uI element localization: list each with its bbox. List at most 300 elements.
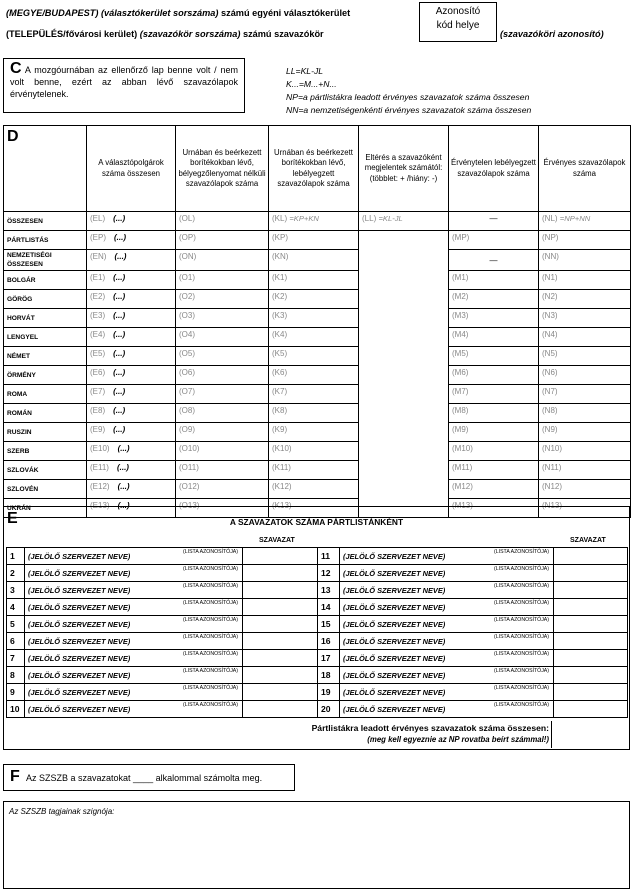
org-name: (JELÖLŐ SZERVEZET NEVE)	[28, 619, 131, 629]
votes-field[interactable]	[243, 548, 318, 565]
org-name-cell[interactable]	[340, 548, 554, 565]
cell-n[interactable]	[539, 271, 631, 290]
cell-blank	[359, 461, 449, 480]
list-id: (LISTA AZONOSÍTÓJA)	[183, 651, 238, 657]
code-e: (E8)	[90, 406, 106, 415]
cell-o[interactable]	[176, 309, 269, 328]
code-k: (K5)	[272, 349, 288, 358]
formula-nn: NN=a nemzetiségenkénti érvényes szavazatok száma összesen	[286, 105, 532, 115]
cell-m[interactable]	[449, 385, 539, 404]
cell-n[interactable]	[539, 250, 631, 271]
org-name: (JELÖLŐ SZERVEZET NEVE)	[28, 636, 131, 646]
code-e: (E7)	[90, 387, 106, 396]
cell-o[interactable]	[176, 461, 269, 480]
row-number: 5	[7, 616, 25, 633]
org-name: (JELÖLŐ SZERVEZET NEVE)	[28, 687, 131, 697]
code-o: (O8)	[179, 406, 195, 415]
code-o: (O6)	[179, 368, 195, 377]
dots: (...)	[113, 311, 126, 320]
cell-e[interactable]	[87, 290, 176, 309]
code-n: (N7)	[542, 387, 558, 396]
section-f-letter: F	[10, 768, 20, 785]
formula-k: K...=M...+N...	[286, 79, 337, 89]
code-k: (K3)	[272, 311, 288, 320]
code-o: (OP)	[179, 233, 196, 242]
row-label: PÁRTLISTÁS	[4, 231, 87, 250]
cell-m-dash: —	[449, 212, 539, 231]
cell-o[interactable]	[176, 442, 269, 461]
row-number: 18	[318, 667, 340, 684]
total-label-text: Pártlistákra leadott érvényes szavazatok száma összesen:	[311, 723, 549, 733]
cell-n[interactable]	[539, 328, 631, 347]
row-label	[4, 250, 87, 271]
org-name: (JELÖLŐ SZERVEZET NEVE)	[343, 636, 446, 646]
code-o: (O13)	[179, 501, 200, 510]
org-name-cell[interactable]	[340, 599, 554, 616]
row-label: NÉMET	[4, 347, 87, 366]
cell-o[interactable]	[176, 328, 269, 347]
code-e: (E11)	[90, 463, 109, 472]
code-n: (NP)	[542, 233, 559, 242]
votes-field[interactable]	[554, 548, 628, 565]
code-o: (O4)	[179, 330, 195, 339]
row-label: RUSZIN	[4, 423, 87, 442]
id-box-line-1: Azonosító	[435, 6, 481, 17]
org-name-cell[interactable]	[340, 582, 554, 599]
cell-blank	[359, 347, 449, 366]
header-line-1	[6, 8, 350, 18]
org-name: (JELÖLŐ SZERVEZET NEVE)	[343, 602, 446, 612]
dots: (...)	[113, 387, 126, 396]
cell-k[interactable]	[269, 480, 359, 499]
code-n: (N9)	[542, 425, 558, 434]
list-id: (LISTA AZONOSÍTÓJA)	[494, 702, 549, 708]
code-k: (K9)	[272, 425, 288, 434]
list-id: (LISTA AZONOSÍTÓJA)	[494, 600, 549, 606]
cell-blank	[359, 480, 449, 499]
cell-k[interactable]	[269, 231, 359, 250]
signature-label: Az SZSZB tagjainak szignója:	[9, 807, 115, 816]
cell-m[interactable]	[449, 442, 539, 461]
cell-k[interactable]	[269, 404, 359, 423]
cell-blank	[359, 328, 449, 347]
dash-mark: —	[489, 255, 498, 265]
table-row-nationality	[4, 347, 631, 366]
party-list-row	[7, 650, 628, 667]
row-number: 2	[7, 565, 25, 582]
row-number: 7	[7, 650, 25, 667]
table-row-nationality	[4, 309, 631, 328]
cell-k[interactable]	[269, 212, 359, 231]
cell-e[interactable]	[87, 309, 176, 328]
cell-k[interactable]	[269, 271, 359, 290]
cell-k[interactable]	[269, 347, 359, 366]
table-row-nationality	[4, 423, 631, 442]
cell-n[interactable]	[539, 212, 631, 231]
cell-k[interactable]	[269, 290, 359, 309]
section-e-letter: E	[7, 510, 18, 527]
code-m: (M3)	[452, 311, 469, 320]
cell-n[interactable]	[539, 309, 631, 328]
cell-e[interactable]	[87, 347, 176, 366]
org-name-cell[interactable]	[340, 684, 554, 701]
cell-blank	[359, 271, 449, 290]
table-row-osszesen	[4, 212, 631, 231]
section-d-header-row	[4, 126, 631, 212]
dots: (...)	[117, 482, 130, 491]
settlement-placeholder: (TELEPÜLÉS/fővárosi kerület)	[6, 29, 138, 39]
cell-e[interactable]	[87, 423, 176, 442]
code-l: (LL)	[362, 214, 377, 223]
header-invalid-ballots: Érvénytelen lebélyegzett szavazólapok száma	[449, 126, 539, 212]
total-votes-label	[312, 723, 549, 745]
code-m: (M1)	[452, 273, 469, 282]
cell-e[interactable]	[87, 366, 176, 385]
votes-field[interactable]	[554, 599, 628, 616]
formula-n-cell: =NP+NN	[559, 214, 591, 223]
votes-field[interactable]	[243, 667, 318, 684]
row-label: UKRÁN	[4, 499, 87, 518]
row-label: ÖSSZESEN	[4, 212, 87, 231]
dots: (...)	[113, 273, 126, 282]
cell-o[interactable]	[176, 231, 269, 250]
cell-o[interactable]	[176, 480, 269, 499]
cell-m[interactable]	[449, 366, 539, 385]
cell-m-dash	[449, 250, 539, 271]
code-e: (E5)	[90, 349, 106, 358]
row-label: ÖRMÉNY	[4, 366, 87, 385]
org-name-cell[interactable]	[340, 650, 554, 667]
org-name: (JELÖLŐ SZERVEZET NEVE)	[28, 602, 131, 612]
code-n: (N5)	[542, 349, 558, 358]
code-e: (E9)	[90, 425, 106, 434]
row-number: 9	[7, 684, 25, 701]
code-m: (M5)	[452, 349, 469, 358]
dots: (...)	[113, 292, 126, 301]
cell-o[interactable]	[176, 250, 269, 271]
cell-o[interactable]	[176, 404, 269, 423]
row-label: HORVÁT	[4, 309, 87, 328]
votes-field[interactable]	[554, 684, 628, 701]
code-k: (K6)	[272, 368, 288, 377]
org-name: (JELÖLŐ SZERVEZET NEVE)	[343, 670, 446, 680]
cell-m[interactable]	[449, 271, 539, 290]
org-name: (JELÖLŐ SZERVEZET NEVE)	[343, 653, 446, 663]
cell-e[interactable]	[87, 385, 176, 404]
party-list-row	[7, 684, 628, 701]
cell-blank	[359, 231, 449, 250]
votes-field[interactable]	[554, 650, 628, 667]
code-k: (KN)	[272, 252, 289, 261]
code-k: (K2)	[272, 292, 288, 301]
code-k: (K8)	[272, 406, 288, 415]
votes-field[interactable]	[243, 650, 318, 667]
org-name: (JELÖLŐ SZERVEZET NEVE)	[343, 551, 446, 561]
org-name: (JELÖLŐ SZERVEZET NEVE)	[28, 551, 131, 561]
code-k: (KL)	[272, 214, 288, 223]
org-name-cell[interactable]	[25, 565, 243, 582]
code-k: (K4)	[272, 330, 288, 339]
code-m: (M2)	[452, 292, 469, 301]
list-id: (LISTA AZONOSÍTÓJA)	[183, 668, 238, 674]
cell-n[interactable]	[539, 423, 631, 442]
cell-n[interactable]	[539, 404, 631, 423]
votes-field[interactable]	[243, 684, 318, 701]
org-name-cell[interactable]	[25, 599, 243, 616]
row-label-line-1: NEMZETISÉGI	[7, 252, 52, 259]
row-label: ROMÁN	[4, 404, 87, 423]
cell-o[interactable]	[176, 271, 269, 290]
cell-o[interactable]	[176, 385, 269, 404]
org-name-cell[interactable]	[340, 701, 554, 718]
cell-k[interactable]	[269, 250, 359, 271]
code-k: (K11)	[272, 463, 291, 472]
cell-n[interactable]	[539, 442, 631, 461]
cell-o[interactable]	[176, 290, 269, 309]
section-e-title: A SZAVAZATOK SZÁMA PÁRTLISTÁNKÉNT	[229, 517, 404, 527]
org-name-cell[interactable]	[340, 633, 554, 650]
party-list-row	[7, 565, 628, 582]
cell-e[interactable]	[87, 212, 176, 231]
cell-m[interactable]	[449, 328, 539, 347]
org-name-cell[interactable]	[25, 684, 243, 701]
code-n: (N10)	[542, 444, 563, 453]
org-name-cell[interactable]	[340, 667, 554, 684]
header-difference: Eltérés a szavazóként megjelentek számától: (többlet: + /hiány: -)	[359, 126, 449, 212]
cell-o[interactable]	[176, 366, 269, 385]
party-list-row	[7, 548, 628, 565]
district-placeholder: (választókerület sorszáma)	[100, 8, 219, 18]
formula-np: NP=a pártlistákra leadott érvényes szavazatok száma összesen	[286, 92, 530, 102]
code-e: (E12)	[90, 482, 110, 491]
cell-n[interactable]	[539, 366, 631, 385]
cell-k[interactable]	[269, 461, 359, 480]
org-name-cell[interactable]	[25, 701, 243, 718]
table-row-nationality	[4, 385, 631, 404]
org-name-cell[interactable]	[25, 650, 243, 667]
votes-field[interactable]	[243, 582, 318, 599]
cell-n[interactable]	[539, 347, 631, 366]
code-n: (NN)	[542, 252, 559, 261]
section-e-box	[3, 506, 630, 750]
precinct-id: (szavazóköri azonosító)	[500, 29, 604, 39]
section-c-text	[10, 60, 238, 100]
header-voters-total: A választópolgárok száma összesen	[87, 126, 176, 212]
cell-e[interactable]	[87, 404, 176, 423]
votes-field[interactable]	[554, 633, 628, 650]
votes-field[interactable]	[554, 667, 628, 684]
cell-l[interactable]	[359, 212, 449, 231]
formula-list	[286, 65, 531, 117]
code-k: (K7)	[272, 387, 288, 396]
org-name-cell[interactable]	[340, 616, 554, 633]
cell-m[interactable]	[449, 347, 539, 366]
code-o: (O2)	[179, 292, 195, 301]
org-name: (JELÖLŐ SZERVEZET NEVE)	[343, 585, 446, 595]
formula-l-cell: =KL-JL	[378, 214, 403, 223]
code-e: (E10)	[90, 444, 110, 453]
votes-field[interactable]	[243, 701, 318, 718]
dots: (...)	[117, 501, 130, 510]
code-n: (N3)	[542, 311, 558, 320]
header-valid-ballots: Érvényes szavazólapok száma	[539, 126, 631, 212]
list-id: (LISTA AZONOSÍTÓJA)	[183, 600, 238, 606]
row-label-line-2: ÖSSZESEN	[7, 261, 43, 268]
list-id: (LISTA AZONOSÍTÓJA)	[494, 685, 549, 691]
code-k: (K1)	[272, 273, 288, 282]
org-name: (JELÖLŐ SZERVEZET NEVE)	[343, 568, 446, 578]
list-id: (LISTA AZONOSÍTÓJA)	[494, 634, 549, 640]
votes-field[interactable]	[554, 616, 628, 633]
cell-e[interactable]	[87, 461, 176, 480]
cell-e[interactable]	[87, 328, 176, 347]
code-o: (O10)	[179, 444, 200, 453]
cell-e[interactable]	[87, 271, 176, 290]
cell-blank	[359, 385, 449, 404]
code-m: (M8)	[452, 406, 469, 415]
cell-blank	[359, 366, 449, 385]
precinct-text: számú szavazókör	[242, 29, 324, 39]
section-f-text: Az SZSZB a szavazatokat ____ alkalommal számolta meg.	[26, 773, 263, 783]
cell-m[interactable]	[449, 309, 539, 328]
section-c-box	[3, 58, 245, 113]
votes-field[interactable]	[243, 565, 318, 582]
section-c-statement: A mozgóurnában az ellenőrző lap benne volt / nem volt benne, ezért az abban lévő szavazólapok érvénytelenek.	[10, 65, 238, 99]
votes-field[interactable]	[243, 633, 318, 650]
list-id: (LISTA AZONOSÍTÓJA)	[183, 566, 238, 572]
cell-n[interactable]	[539, 461, 631, 480]
party-list-row	[7, 701, 628, 718]
org-name-cell[interactable]	[25, 582, 243, 599]
org-name-cell[interactable]	[25, 667, 243, 684]
cell-m[interactable]	[449, 423, 539, 442]
list-id: (LISTA AZONOSÍTÓJA)	[494, 566, 549, 572]
code-k: (K10)	[272, 444, 292, 453]
votes-field[interactable]	[243, 616, 318, 633]
party-list-row	[7, 616, 628, 633]
row-number: 6	[7, 633, 25, 650]
list-id: (LISTA AZONOSÍTÓJA)	[183, 685, 238, 691]
org-name-cell[interactable]	[25, 633, 243, 650]
party-list-row	[7, 667, 628, 684]
cell-k[interactable]	[269, 385, 359, 404]
votes-field[interactable]	[243, 599, 318, 616]
org-name: (JELÖLŐ SZERVEZET NEVE)	[343, 704, 446, 714]
code-o: (O5)	[179, 349, 195, 358]
dots: (...)	[117, 444, 130, 453]
id-code-box	[419, 2, 497, 42]
cell-n[interactable]	[539, 480, 631, 499]
dots: (...)	[116, 463, 129, 472]
formula-k-cell: =KP+KN	[289, 214, 319, 223]
county-placeholder: (MEGYE/BUDAPEST)	[6, 8, 99, 18]
code-n: (N13)	[542, 501, 563, 510]
cell-m[interactable]	[449, 231, 539, 250]
org-name: (JELÖLŐ SZERVEZET NEVE)	[28, 653, 131, 663]
dots: (...)	[113, 330, 126, 339]
votes-field[interactable]	[554, 565, 628, 582]
cell-m[interactable]	[449, 404, 539, 423]
cell-o[interactable]	[176, 347, 269, 366]
cell-k[interactable]	[269, 442, 359, 461]
list-id: (LISTA AZONOSÍTÓJA)	[183, 549, 238, 555]
code-n: (N1)	[542, 273, 558, 282]
code-e: (E3)	[90, 311, 106, 320]
dots: (...)	[114, 252, 127, 261]
party-list-row	[7, 582, 628, 599]
code-e: (E4)	[90, 330, 106, 339]
cell-n[interactable]	[539, 231, 631, 250]
code-m: (M10)	[452, 444, 473, 453]
section-d-table	[3, 125, 631, 518]
row-label: SZLOVÉN	[4, 480, 87, 499]
cell-k[interactable]	[269, 366, 359, 385]
total-votes-field[interactable]	[551, 721, 627, 748]
cell-e[interactable]	[87, 231, 176, 250]
org-name-cell[interactable]	[25, 616, 243, 633]
code-e: (EP)	[90, 233, 106, 242]
org-name: (JELÖLŐ SZERVEZET NEVE)	[343, 619, 446, 629]
org-name-cell[interactable]	[25, 548, 243, 565]
cell-blank	[359, 290, 449, 309]
cell-e[interactable]	[87, 442, 176, 461]
table-row-partlistas	[4, 231, 631, 250]
header-stamped-ballots: Urnában és beérkezett borítékokban lévő, lebélyegzett szavazólapok száma	[269, 126, 359, 212]
code-e: (EN)	[90, 252, 107, 261]
cell-blank	[359, 423, 449, 442]
cell-n[interactable]	[539, 385, 631, 404]
row-number: 15	[318, 616, 340, 633]
table-row-nationality	[4, 461, 631, 480]
list-id: (LISTA AZONOSÍTÓJA)	[183, 702, 238, 708]
cell-o[interactable]	[176, 212, 269, 231]
list-id: (LISTA AZONOSÍTÓJA)	[494, 583, 549, 589]
dots: (...)	[113, 368, 126, 377]
party-list-table	[6, 547, 628, 718]
signature-box[interactable]	[3, 801, 630, 889]
org-name: (JELÖLŐ SZERVEZET NEVE)	[28, 670, 131, 680]
table-row-nationality	[4, 271, 631, 290]
cell-m[interactable]	[449, 480, 539, 499]
cell-k[interactable]	[269, 328, 359, 347]
code-m: (MP)	[452, 233, 470, 242]
cell-k[interactable]	[269, 309, 359, 328]
list-id: (LISTA AZONOSÍTÓJA)	[183, 634, 238, 640]
code-n: (N2)	[542, 292, 558, 301]
code-m: (M12)	[452, 482, 473, 491]
row-label: SZERB	[4, 442, 87, 461]
cell-n[interactable]	[539, 290, 631, 309]
cell-blank	[359, 442, 449, 461]
cell-k[interactable]	[269, 423, 359, 442]
votes-field[interactable]	[554, 701, 628, 718]
row-number: 20	[318, 701, 340, 718]
votes-field[interactable]	[554, 582, 628, 599]
cell-m[interactable]	[449, 461, 539, 480]
code-n: (N8)	[542, 406, 558, 415]
org-name-cell[interactable]	[340, 565, 554, 582]
row-number: 8	[7, 667, 25, 684]
cell-o[interactable]	[176, 423, 269, 442]
row-number: 16	[318, 633, 340, 650]
votes-header-left: SZAVAZAT	[259, 537, 295, 544]
cell-m[interactable]	[449, 290, 539, 309]
row-number: 14	[318, 599, 340, 616]
cell-e[interactable]	[87, 250, 176, 271]
code-n: (N4)	[542, 330, 558, 339]
row-number: 13	[318, 582, 340, 599]
cell-e[interactable]	[87, 480, 176, 499]
